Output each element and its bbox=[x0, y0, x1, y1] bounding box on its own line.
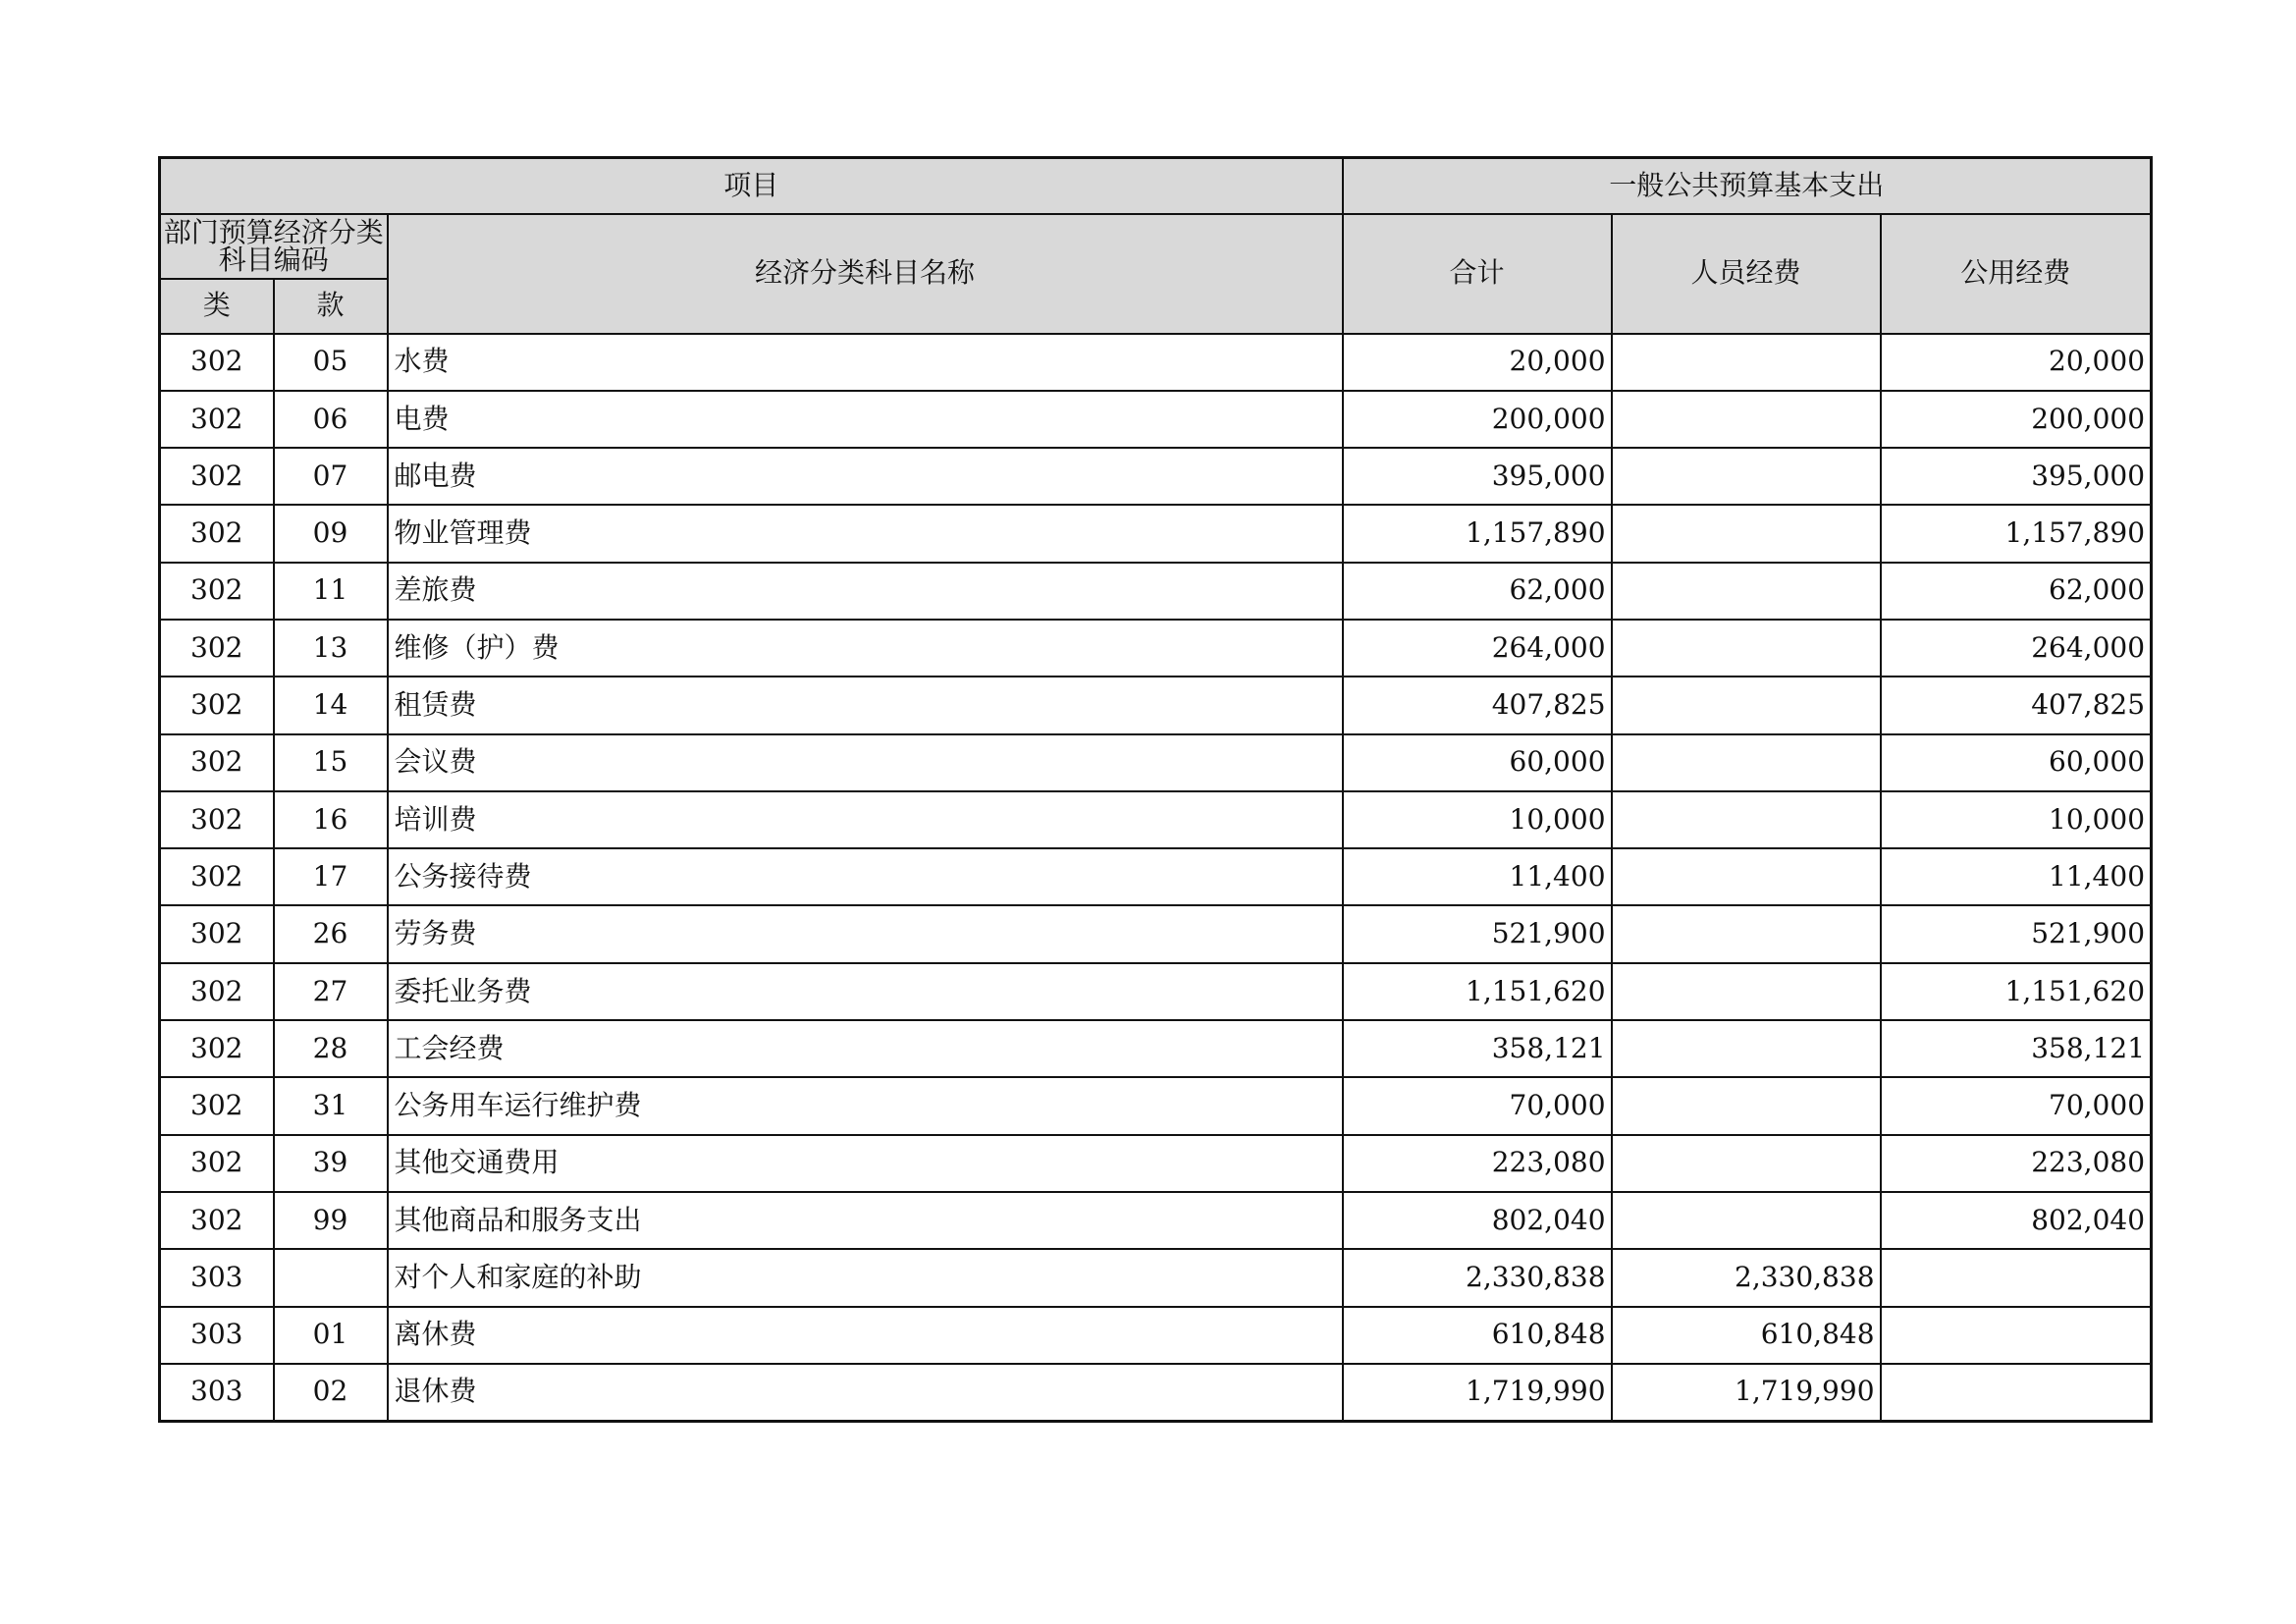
cell-personnel: 2,330,838 bbox=[1612, 1249, 1881, 1306]
cell-total: 62,000 bbox=[1343, 563, 1612, 620]
cell-section: 39 bbox=[274, 1135, 388, 1192]
cell-total: 11,400 bbox=[1343, 848, 1612, 905]
cell-personnel bbox=[1612, 734, 1881, 791]
cell-public: 1,157,890 bbox=[1881, 505, 2152, 562]
cell-class: 302 bbox=[160, 848, 274, 905]
table-row bbox=[160, 1307, 2152, 1364]
cell-class: 302 bbox=[160, 905, 274, 962]
cell-section: 14 bbox=[274, 677, 388, 733]
cell-class: 302 bbox=[160, 391, 274, 448]
cell-total: 1,157,890 bbox=[1343, 505, 1612, 562]
cell-name: 维修（护）费 bbox=[388, 620, 1343, 677]
cell-name: 培训费 bbox=[388, 791, 1343, 848]
cell-personnel: 610,848 bbox=[1612, 1307, 1881, 1364]
table-row bbox=[160, 734, 2152, 791]
cell-class: 302 bbox=[160, 505, 274, 562]
budget-table bbox=[158, 156, 2153, 1423]
cell-class: 303 bbox=[160, 1364, 274, 1421]
cell-section: 31 bbox=[274, 1077, 388, 1134]
cell-name: 水费 bbox=[388, 334, 1343, 391]
cell-class: 302 bbox=[160, 334, 274, 391]
cell-public: 20,000 bbox=[1881, 334, 2152, 391]
table-row bbox=[160, 1020, 2152, 1077]
cell-section: 26 bbox=[274, 905, 388, 962]
cell-name: 委托业务费 bbox=[388, 963, 1343, 1020]
table-row bbox=[160, 505, 2152, 562]
cell-section: 17 bbox=[274, 848, 388, 905]
cell-name: 劳务费 bbox=[388, 905, 1343, 962]
header-personnel: 人员经费 bbox=[1612, 214, 1881, 334]
cell-personnel bbox=[1612, 334, 1881, 391]
cell-name: 会议费 bbox=[388, 734, 1343, 791]
cell-public bbox=[1881, 1364, 2152, 1421]
cell-section: 16 bbox=[274, 791, 388, 848]
cell-name: 物业管理费 bbox=[388, 505, 1343, 562]
cell-personnel bbox=[1612, 963, 1881, 1020]
cell-personnel bbox=[1612, 391, 1881, 448]
cell-section: 09 bbox=[274, 505, 388, 562]
table-body bbox=[160, 334, 2152, 1422]
cell-total: 223,080 bbox=[1343, 1135, 1612, 1192]
cell-public: 802,040 bbox=[1881, 1192, 2152, 1249]
table-row bbox=[160, 448, 2152, 505]
cell-name: 其他交通费用 bbox=[388, 1135, 1343, 1192]
cell-section: 07 bbox=[274, 448, 388, 505]
cell-class: 302 bbox=[160, 1020, 274, 1077]
cell-name: 差旅费 bbox=[388, 563, 1343, 620]
cell-public: 60,000 bbox=[1881, 734, 2152, 791]
cell-public: 407,825 bbox=[1881, 677, 2152, 733]
cell-personnel bbox=[1612, 505, 1881, 562]
cell-section: 13 bbox=[274, 620, 388, 677]
cell-name: 工会经费 bbox=[388, 1020, 1343, 1077]
cell-total: 358,121 bbox=[1343, 1020, 1612, 1077]
table-row bbox=[160, 620, 2152, 677]
cell-personnel bbox=[1612, 677, 1881, 733]
cell-total: 610,848 bbox=[1343, 1307, 1612, 1364]
table-row bbox=[160, 1364, 2152, 1421]
cell-class: 302 bbox=[160, 448, 274, 505]
cell-personnel bbox=[1612, 1077, 1881, 1134]
cell-section bbox=[274, 1249, 388, 1306]
cell-name: 公务用车运行维护费 bbox=[388, 1077, 1343, 1134]
cell-class: 302 bbox=[160, 734, 274, 791]
cell-total: 395,000 bbox=[1343, 448, 1612, 505]
cell-class: 302 bbox=[160, 1135, 274, 1192]
cell-total: 10,000 bbox=[1343, 791, 1612, 848]
cell-public: 264,000 bbox=[1881, 620, 2152, 677]
header-name: 经济分类科目名称 bbox=[388, 214, 1343, 334]
cell-public bbox=[1881, 1249, 2152, 1306]
budget-sheet bbox=[158, 156, 2150, 1423]
cell-section: 02 bbox=[274, 1364, 388, 1421]
header-code-group: 部门预算经济分类科目编码 bbox=[160, 214, 388, 279]
cell-personnel bbox=[1612, 905, 1881, 962]
cell-public: 1,151,620 bbox=[1881, 963, 2152, 1020]
cell-public: 521,900 bbox=[1881, 905, 2152, 962]
cell-total: 200,000 bbox=[1343, 391, 1612, 448]
cell-section: 99 bbox=[274, 1192, 388, 1249]
cell-public: 223,080 bbox=[1881, 1135, 2152, 1192]
cell-total: 1,151,620 bbox=[1343, 963, 1612, 1020]
table-row bbox=[160, 1077, 2152, 1134]
cell-class: 303 bbox=[160, 1307, 274, 1364]
cell-name: 公务接待费 bbox=[388, 848, 1343, 905]
cell-class: 302 bbox=[160, 620, 274, 677]
cell-personnel bbox=[1612, 448, 1881, 505]
cell-public: 10,000 bbox=[1881, 791, 2152, 848]
cell-class: 302 bbox=[160, 563, 274, 620]
cell-total: 1,719,990 bbox=[1343, 1364, 1612, 1421]
cell-name: 邮电费 bbox=[388, 448, 1343, 505]
table-header bbox=[160, 158, 2152, 334]
table-row bbox=[160, 1192, 2152, 1249]
cell-total: 20,000 bbox=[1343, 334, 1612, 391]
table-row bbox=[160, 1135, 2152, 1192]
cell-section: 27 bbox=[274, 963, 388, 1020]
cell-section: 11 bbox=[274, 563, 388, 620]
table-row bbox=[160, 1249, 2152, 1306]
cell-section: 28 bbox=[274, 1020, 388, 1077]
cell-class: 302 bbox=[160, 1192, 274, 1249]
cell-personnel: 1,719,990 bbox=[1612, 1364, 1881, 1421]
cell-class: 303 bbox=[160, 1249, 274, 1306]
cell-total: 70,000 bbox=[1343, 1077, 1612, 1134]
cell-total: 2,330,838 bbox=[1343, 1249, 1612, 1306]
cell-public: 200,000 bbox=[1881, 391, 2152, 448]
table-row bbox=[160, 677, 2152, 733]
cell-name: 离休费 bbox=[388, 1307, 1343, 1364]
cell-class: 302 bbox=[160, 1077, 274, 1134]
cell-public: 395,000 bbox=[1881, 448, 2152, 505]
cell-personnel bbox=[1612, 563, 1881, 620]
header-budget-group: 一般公共预算基本支出 bbox=[1343, 158, 2152, 214]
cell-personnel bbox=[1612, 848, 1881, 905]
cell-public: 11,400 bbox=[1881, 848, 2152, 905]
table-row bbox=[160, 905, 2152, 962]
table-row bbox=[160, 791, 2152, 848]
table-row bbox=[160, 334, 2152, 391]
cell-total: 407,825 bbox=[1343, 677, 1612, 733]
cell-total: 521,900 bbox=[1343, 905, 1612, 962]
cell-total: 802,040 bbox=[1343, 1192, 1612, 1249]
table-row bbox=[160, 848, 2152, 905]
cell-personnel bbox=[1612, 620, 1881, 677]
cell-name: 电费 bbox=[388, 391, 1343, 448]
cell-personnel bbox=[1612, 1135, 1881, 1192]
cell-class: 302 bbox=[160, 677, 274, 733]
cell-section: 06 bbox=[274, 391, 388, 448]
table-row bbox=[160, 391, 2152, 448]
cell-name: 对个人和家庭的补助 bbox=[388, 1249, 1343, 1306]
header-total: 合计 bbox=[1343, 214, 1612, 334]
cell-public: 70,000 bbox=[1881, 1077, 2152, 1134]
cell-public: 358,121 bbox=[1881, 1020, 2152, 1077]
cell-class: 302 bbox=[160, 791, 274, 848]
header-section: 款 bbox=[274, 279, 388, 334]
cell-name: 退休费 bbox=[388, 1364, 1343, 1421]
cell-public: 62,000 bbox=[1881, 563, 2152, 620]
table-row bbox=[160, 563, 2152, 620]
cell-section: 01 bbox=[274, 1307, 388, 1364]
cell-total: 60,000 bbox=[1343, 734, 1612, 791]
cell-personnel bbox=[1612, 791, 1881, 848]
cell-total: 264,000 bbox=[1343, 620, 1612, 677]
header-class: 类 bbox=[160, 279, 274, 334]
cell-section: 05 bbox=[274, 334, 388, 391]
table-row bbox=[160, 963, 2152, 1020]
header-item: 项目 bbox=[160, 158, 1343, 214]
header-public: 公用经费 bbox=[1881, 214, 2152, 334]
cell-class: 302 bbox=[160, 963, 274, 1020]
cell-personnel bbox=[1612, 1020, 1881, 1077]
cell-name: 其他商品和服务支出 bbox=[388, 1192, 1343, 1249]
cell-section: 15 bbox=[274, 734, 388, 791]
cell-personnel bbox=[1612, 1192, 1881, 1249]
cell-name: 租赁费 bbox=[388, 677, 1343, 733]
cell-public bbox=[1881, 1307, 2152, 1364]
